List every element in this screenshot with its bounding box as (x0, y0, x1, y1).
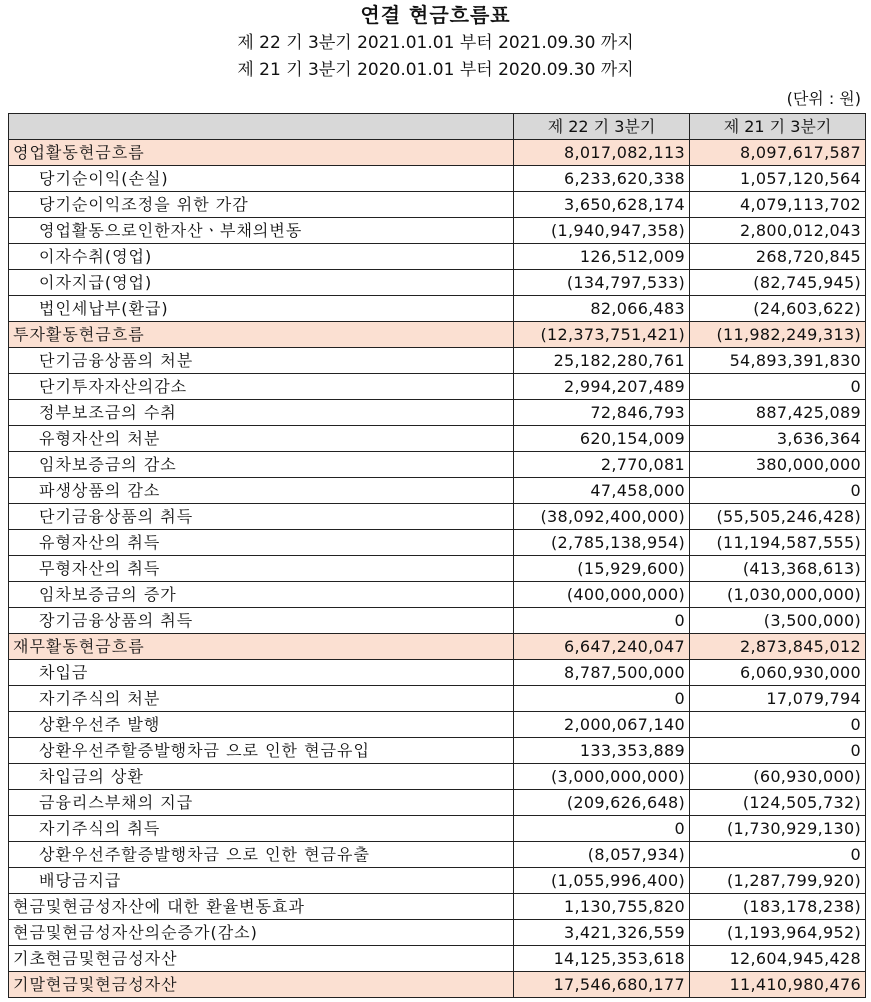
row-prior-value: (124,505,732) (690, 790, 866, 816)
table-row (9, 972, 866, 998)
row-current-value: (2,785,138,954) (514, 530, 690, 556)
row-current-value: 6,647,240,047 (514, 634, 690, 660)
row-prior-value: (1,287,799,920) (690, 868, 866, 894)
row-label: 기초현금및현금성자산 (9, 946, 514, 972)
row-prior-value: (11,982,249,313) (690, 322, 866, 348)
table-row (9, 374, 866, 400)
table-row (9, 296, 866, 322)
table-row (9, 686, 866, 712)
row-prior-value: (1,730,929,130) (690, 816, 866, 842)
row-current-value: 2,994,207,489 (514, 374, 690, 400)
period-current: 제 22 기 3분기 2021.01.01 부터 2021.09.30 까지 (237, 33, 634, 53)
table-row (9, 452, 866, 478)
row-label: 자기주식의 취득 (9, 816, 514, 842)
table-row (9, 192, 866, 218)
table-row (9, 556, 866, 582)
row-current-value: (8,057,934) (514, 842, 690, 868)
row-current-value: 3,650,628,174 (514, 192, 690, 218)
row-current-value: 2,000,067,140 (514, 712, 690, 738)
row-label: 자기주식의 처분 (9, 686, 514, 712)
row-current-value: 47,458,000 (514, 478, 690, 504)
row-label: 법인세납부(환급) (9, 296, 514, 322)
table-row (9, 842, 866, 868)
unit-label: (단위 : 원) (786, 89, 861, 108)
table-row (9, 478, 866, 504)
row-current-value: (134,797,533) (514, 270, 690, 296)
row-current-value: 14,125,353,618 (514, 946, 690, 972)
table-row (9, 868, 866, 894)
row-prior-value: 1,057,120,564 (690, 166, 866, 192)
row-prior-value: (82,745,945) (690, 270, 866, 296)
table-row (9, 920, 866, 946)
row-label: 단기투자자산의감소 (9, 374, 514, 400)
table-row (9, 400, 866, 426)
table-row (9, 140, 866, 166)
row-prior-value: (1,030,000,000) (690, 582, 866, 608)
cash-flow-table (8, 113, 866, 998)
row-label: 현금및현금성자산의순증가(감소) (9, 920, 514, 946)
row-prior-value: 0 (690, 738, 866, 764)
row-label: 상환우선주할증발행차금 으로 인한 현금유입 (9, 738, 514, 764)
row-current-value: (1,055,996,400) (514, 868, 690, 894)
row-label: 영업활동현금흐름 (9, 140, 514, 166)
row-current-value: 6,233,620,338 (514, 166, 690, 192)
table-row (9, 946, 866, 972)
row-current-value: 82,066,483 (514, 296, 690, 322)
row-label: 단기금융상품의 처분 (9, 348, 514, 374)
row-label: 당기순이익(손실) (9, 166, 514, 192)
row-prior-value: 11,410,980,476 (690, 972, 866, 998)
row-current-value: (400,000,000) (514, 582, 690, 608)
row-prior-value: 8,097,617,587 (690, 140, 866, 166)
table-row (9, 790, 866, 816)
table-row (9, 738, 866, 764)
table-row (9, 894, 866, 920)
row-current-value: 8,017,082,113 (514, 140, 690, 166)
table-row (9, 530, 866, 556)
row-current-value: 8,787,500,000 (514, 660, 690, 686)
row-prior-value: 268,720,845 (690, 244, 866, 270)
row-prior-value: 6,060,930,000 (690, 660, 866, 686)
row-current-value: (1,940,947,358) (514, 218, 690, 244)
table-row (9, 816, 866, 842)
table-row (9, 348, 866, 374)
table-row (9, 712, 866, 738)
row-prior-value: 12,604,945,428 (690, 946, 866, 972)
row-label: 파생상품의 감소 (9, 478, 514, 504)
row-current-value: 126,512,009 (514, 244, 690, 270)
row-label: 상환우선주할증발행차금 으로 인한 현금유출 (9, 842, 514, 868)
table-row (9, 270, 866, 296)
row-current-value: (3,000,000,000) (514, 764, 690, 790)
table-row (9, 322, 866, 348)
statement-title: 연결 현금흐름표 (360, 3, 511, 27)
row-prior-value: 887,425,089 (690, 400, 866, 426)
row-prior-value: 54,893,391,830 (690, 348, 866, 374)
table-row (9, 582, 866, 608)
table-row (9, 244, 866, 270)
row-prior-value: (183,178,238) (690, 894, 866, 920)
row-current-value: 2,770,081 (514, 452, 690, 478)
row-label: 단기금융상품의 취득 (9, 504, 514, 530)
row-current-value: (38,092,400,000) (514, 504, 690, 530)
row-prior-value: 380,000,000 (690, 452, 866, 478)
row-label: 상환우선주 발행 (9, 712, 514, 738)
row-prior-value: (55,505,246,428) (690, 504, 866, 530)
row-label: 장기금융상품의 취득 (9, 608, 514, 634)
row-label: 무형자산의 취득 (9, 556, 514, 582)
row-prior-value: 2,800,012,043 (690, 218, 866, 244)
row-label: 유형자산의 취득 (9, 530, 514, 556)
table-row (9, 166, 866, 192)
row-prior-value: 0 (690, 374, 866, 400)
row-current-value: (209,626,648) (514, 790, 690, 816)
row-current-value: 1,130,755,820 (514, 894, 690, 920)
row-label: 영업활동으로인한자산ㆍ부채의변동 (9, 218, 514, 244)
table-row (9, 764, 866, 790)
row-label: 이자지급(영업) (9, 270, 514, 296)
row-current-value: 17,546,680,177 (514, 972, 690, 998)
row-label: 배당금지급 (9, 868, 514, 894)
row-current-value: (15,929,600) (514, 556, 690, 582)
table-row (9, 504, 866, 530)
row-label: 이자수취(영업) (9, 244, 514, 270)
row-current-value: 25,182,280,761 (514, 348, 690, 374)
table-row (9, 634, 866, 660)
row-prior-value: 2,873,845,012 (690, 634, 866, 660)
row-label: 재무활동현금흐름 (9, 634, 514, 660)
row-current-value: 72,846,793 (514, 400, 690, 426)
row-label: 투자활동현금흐름 (9, 322, 514, 348)
row-current-value: 620,154,009 (514, 426, 690, 452)
header-current: 제 22 기 3분기 (514, 114, 690, 140)
row-current-value: (12,373,751,421) (514, 322, 690, 348)
row-current-value: 133,353,889 (514, 738, 690, 764)
row-prior-value: (24,603,622) (690, 296, 866, 322)
row-prior-value: (11,194,587,555) (690, 530, 866, 556)
row-label: 정부보조금의 수취 (9, 400, 514, 426)
row-prior-value: 3,636,364 (690, 426, 866, 452)
row-label: 현금및현금성자산에 대한 환율변동효과 (9, 894, 514, 920)
row-label: 기말현금및현금성자산 (9, 972, 514, 998)
row-prior-value: (60,930,000) (690, 764, 866, 790)
row-label: 임차보증금의 증가 (9, 582, 514, 608)
row-label: 차입금의 상환 (9, 764, 514, 790)
row-label: 금융리스부채의 지급 (9, 790, 514, 816)
row-prior-value: (413,368,613) (690, 556, 866, 582)
row-prior-value: (1,193,964,952) (690, 920, 866, 946)
header-prior: 제 21 기 3분기 (690, 114, 866, 140)
row-current-value: 0 (514, 686, 690, 712)
row-current-value: 0 (514, 608, 690, 634)
table-row (9, 426, 866, 452)
row-current-value: 3,421,326,559 (514, 920, 690, 946)
table-row (9, 608, 866, 634)
row-label: 유형자산의 처분 (9, 426, 514, 452)
row-current-value: 0 (514, 816, 690, 842)
table-header-row (9, 114, 866, 140)
row-prior-value: 0 (690, 712, 866, 738)
row-label: 당기순이익조정을 위한 가감 (9, 192, 514, 218)
row-prior-value: 0 (690, 478, 866, 504)
table-row (9, 218, 866, 244)
period-prior: 제 21 기 3분기 2020.01.01 부터 2020.09.30 까지 (237, 60, 634, 80)
table-row (9, 660, 866, 686)
header-label (9, 114, 514, 140)
row-prior-value: 17,079,794 (690, 686, 866, 712)
row-prior-value: 0 (690, 842, 866, 868)
row-label: 차입금 (9, 660, 514, 686)
row-prior-value: 4,079,113,702 (690, 192, 866, 218)
row-prior-value: (3,500,000) (690, 608, 866, 634)
row-label: 임차보증금의 감소 (9, 452, 514, 478)
